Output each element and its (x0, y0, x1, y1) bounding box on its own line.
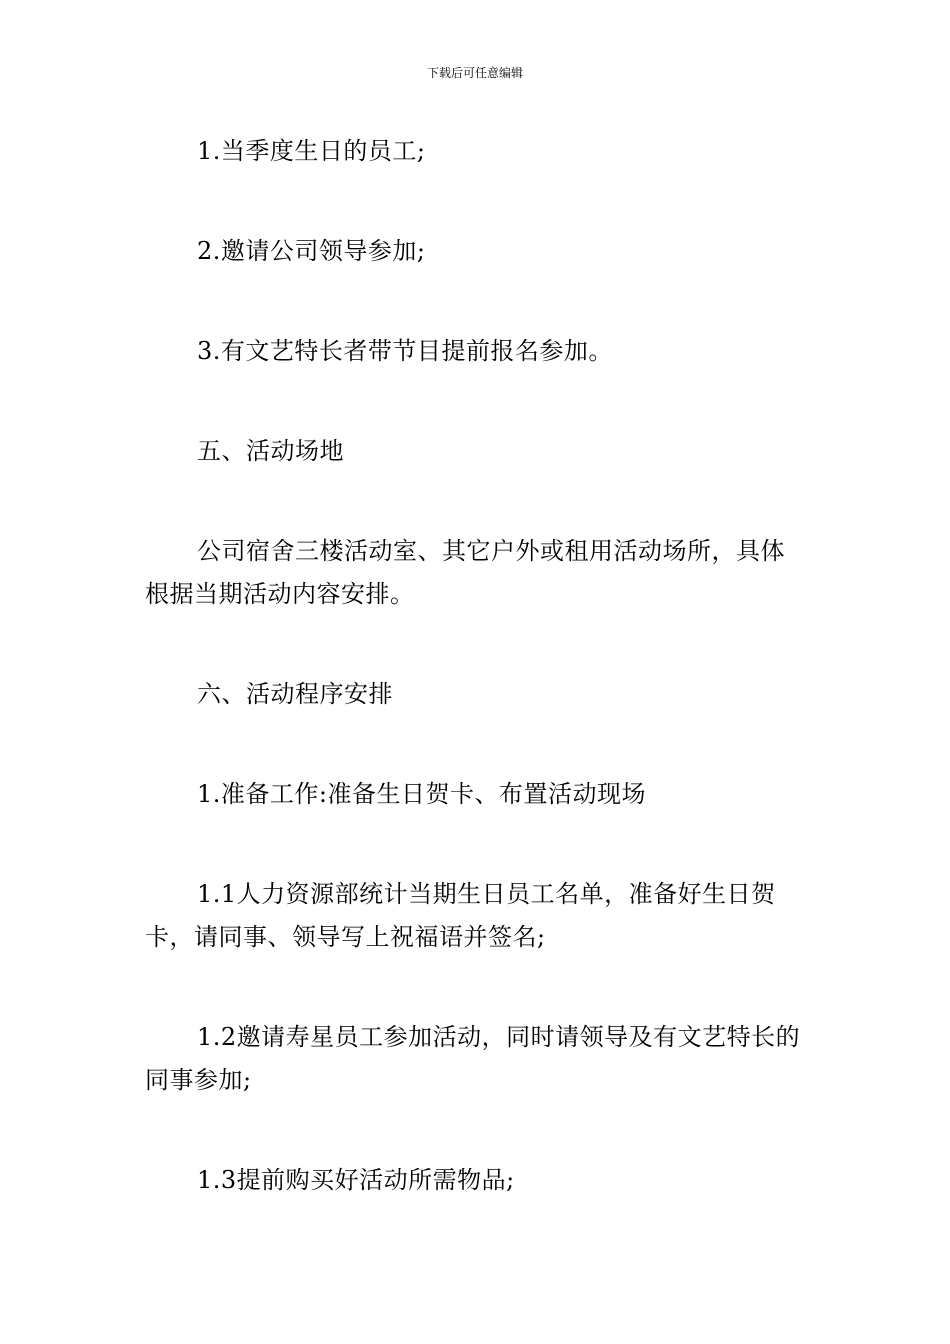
document-body (145, 130, 807, 1259)
list-item-performers: 3.有文艺特长者带节目提前报名参加。 (197, 337, 613, 365)
step-1-1: 1.1人力资源部统计当期生日员工名单，准备好生日贺卡，请同事、领导写上祝福语并签名; (145, 880, 776, 951)
page-header: 下载后可任意编辑 (426, 66, 523, 80)
list-item-birthday-staff: 1.当季度生日的员工; (197, 137, 426, 165)
venue-description: 公司宿舍三楼活动室、其它户外或租用活动场所，具体根据当期活动内容安排。 (145, 537, 785, 608)
list-item-invite-leaders: 2.邀请公司领导参加; (197, 237, 426, 265)
section-heading-venue: 五、活动场地 (197, 437, 344, 465)
step-preparation: 1.准备工作:准备生日贺卡、布置活动现场 (197, 780, 646, 808)
step-1-3: 1.3提前购买好活动所需物品; (197, 1166, 515, 1194)
step-1-2: 1.2邀请寿星员工参加活动，同时请领导及有文艺特长的同事参加; (145, 1023, 801, 1094)
section-heading-program: 六、活动程序安排 (197, 680, 393, 708)
